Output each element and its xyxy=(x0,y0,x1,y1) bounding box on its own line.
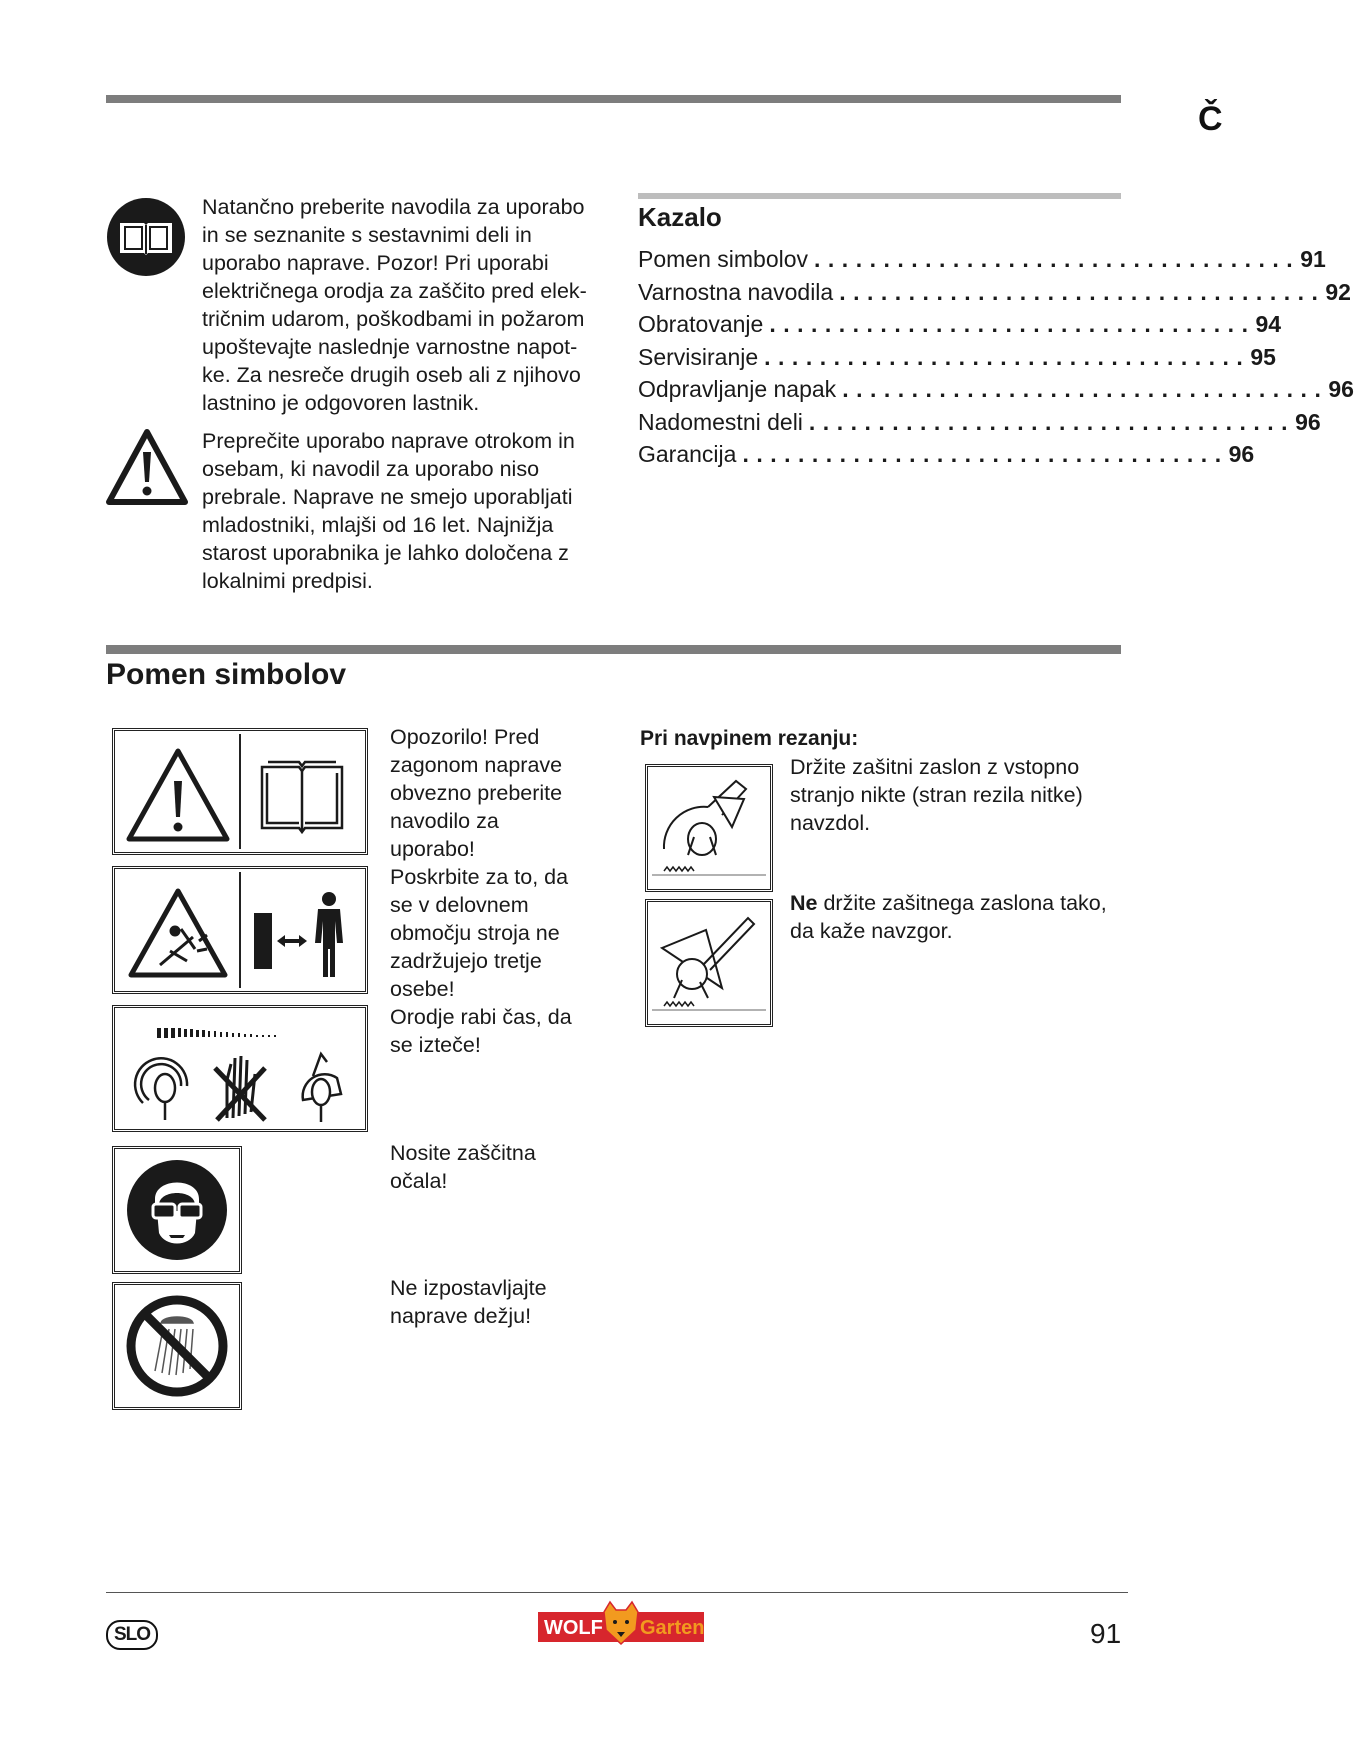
read-manual-icon xyxy=(106,197,186,277)
country-code-badge: SLO xyxy=(106,1620,158,1650)
guard-down-description: Držite zašitni zaslon z vstopno stranjo nikte (stran rezila nitke) navzdol. xyxy=(790,755,1083,835)
trimmer-guard-up-icon xyxy=(662,918,754,998)
wolf-garten-logo xyxy=(538,1602,704,1646)
wear-goggles-symbol xyxy=(112,1146,242,1274)
top-rule xyxy=(106,95,1121,103)
toc-entry[interactable]: Odpravljanje napak ................................... 96 xyxy=(638,376,1354,402)
section-title: Pomen simbolov xyxy=(106,658,347,691)
toc-entry[interactable]: Pomen simbolov ................................... 91 xyxy=(638,246,1326,272)
children-warning-paragraph: Preprečite uporabo naprave otrokom in osebam, ki navodil za uporabo niso prebrale. Naprave ne smejo uporabljati mladostniki, mlajši od 16 let. Najnižja starost uporabnika je lahko določena z lokalnimi predpisi. xyxy=(202,429,575,593)
keep-distance-symbol xyxy=(112,866,368,994)
no-hand-icon xyxy=(215,1056,265,1120)
open-book-icon xyxy=(262,762,342,832)
run-down-bar-icon xyxy=(157,1028,276,1038)
warning-manual-symbol xyxy=(112,728,368,855)
logo-wolf-text: WOLF xyxy=(544,1617,603,1639)
toc-entry[interactable]: Garancija ................................... 96 xyxy=(638,441,1255,467)
wear-goggles-description: Nosite zaščitna očala! xyxy=(390,1141,536,1193)
warning-triangle-icon xyxy=(106,428,188,508)
grass-icon xyxy=(664,1002,694,1006)
stopped-head-icon xyxy=(303,1054,341,1122)
guard-up-description: Ne držite zašitnega zaslona tako, da kaže navzgor. xyxy=(790,891,1107,943)
footer-rule xyxy=(106,1592,1128,1593)
toc-entry[interactable]: Servisiranje ................................... 95 xyxy=(638,343,1276,370)
no-rain-description: Ne izpostavljajte naprave dežju! xyxy=(390,1276,547,1328)
guard-down-symbol xyxy=(645,764,773,892)
spinning-head-icon xyxy=(135,1058,187,1120)
toc-entry[interactable]: Varnostna navodila ................................... 92 xyxy=(638,278,1351,305)
toc-rule xyxy=(638,193,1121,199)
table-of-contents xyxy=(638,246,1354,474)
vertical-cutting-title: Pri navpinem rezanju: xyxy=(640,727,859,750)
safety-distance-icon xyxy=(254,892,343,977)
toc-title: Kazalo xyxy=(638,202,722,232)
guard-up-symbol xyxy=(645,899,773,1027)
goggles-face-icon xyxy=(153,1183,201,1244)
section-rule xyxy=(106,645,1121,654)
warning-manual-description: Opozorilo! Pred zagonom naprave obvezno preberite navodilo za uporabo! Poskrbite za to, da se v delovnem območju stroja ne zadržujejo tretje osebe! Orodje rabi čas, da se izteče! xyxy=(390,725,572,1057)
trimmer-guard-down-icon xyxy=(664,781,746,855)
logo-garten-text: Garten xyxy=(640,1617,705,1639)
read-manual-paragraph: Natančno preberite navodila za uporabo in se seznanite s sestavnimi deli in uporabo naprave. Pozor! Pri uporabi električnega orodja za zaščito pred elek- tričnim udarom, poškodbami in požarom upoštevajte naslednje varnostne napot- ke. Za nesreče drugih oseb ali z njihovo lastnino je odgovoren lastnik. xyxy=(202,195,587,415)
grass-icon xyxy=(664,867,694,871)
toc-entry[interactable]: Obratovanje ................................... 94 xyxy=(638,311,1282,337)
section-edge-mark: Č xyxy=(1198,100,1223,138)
toc-entry[interactable]: Nadomestni deli ................................... 96 xyxy=(638,408,1321,435)
page-number: 91 xyxy=(1090,1618,1122,1649)
no-rain-symbol xyxy=(112,1282,242,1410)
run-down-time-symbol xyxy=(112,1005,368,1132)
